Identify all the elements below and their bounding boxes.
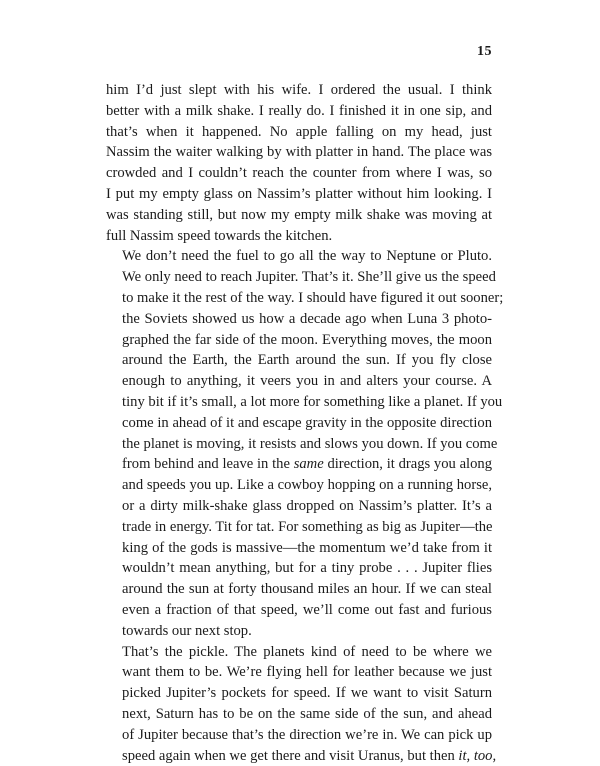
text-line [106, 621, 492, 642]
text-line [106, 642, 492, 663]
text-line [106, 101, 492, 122]
text-run: was standing still, but now my empty milk shake was moving at [106, 207, 492, 223]
text-line [106, 392, 492, 413]
text-run: We don’t need the fuel to go all the way to Neptune or Pluto. [122, 248, 492, 264]
text-run: the Soviets showed us how a decade ago when Luna 3 photo- [122, 311, 492, 327]
text-line [106, 350, 492, 371]
paragraph [106, 80, 492, 246]
text-line [106, 454, 492, 475]
text-line [106, 496, 492, 517]
text-line [106, 600, 492, 621]
text-run: him I’d just slept with his wife. I ordered the usual. I think [106, 82, 492, 98]
text-line [106, 704, 492, 725]
text-line [106, 122, 492, 143]
text-run: That’s the pickle. The planets kind of need to be where we [122, 644, 492, 660]
text-run: of Jupiter because that’s the direction we’re in. We can pick up [122, 727, 492, 743]
text-line [106, 517, 492, 538]
text-line [106, 725, 492, 746]
page-number: 15 [477, 44, 492, 60]
text-run: We only need to reach Jupiter. That’s it. She’ll give us the speed [122, 269, 496, 285]
text-line [106, 475, 492, 496]
text-run: next, Saturn has to be on the same side of the sun, and ahead [122, 706, 492, 722]
text-run: and speeds you up. Like a cowboy hopping on a running horse, [122, 477, 492, 493]
text-run: want them to be. We’re flying hell for leather because we just [122, 664, 492, 680]
body-text [106, 80, 492, 766]
text-line [106, 226, 492, 247]
text-line [106, 184, 492, 205]
text-run: direction, it drags you along [324, 456, 492, 472]
text-line [106, 142, 492, 163]
text-run: towards our next stop. [122, 623, 252, 639]
text-run: I put my empty glass on Nassim’s platter without him looking. I [106, 186, 492, 202]
text-run: wouldn’t mean anything, but for a tiny probe . . . Jupiter flies [122, 560, 492, 576]
text-run: better with a milk shake. I really do. I finished it in one sip, and [106, 103, 492, 119]
italic-text: it, too, [458, 748, 496, 764]
text-run: graphed the far side of the moon. Everything moves, the moon [122, 332, 492, 348]
text-run: enough to anything, it veers you in and alters your course. A [122, 373, 492, 389]
text-line [106, 288, 492, 309]
text-run: around the Earth, the Earth around the sun. If you fly close [122, 352, 492, 368]
text-run: that’s when it happened. No apple falling on my head, just [106, 124, 492, 140]
text-line [106, 538, 492, 559]
text-run: Nassim the waiter walking by with platter in hand. The place was [106, 144, 492, 160]
text-run: to make it the rest of the way. I should have figured it out sooner; [122, 290, 503, 306]
text-line [106, 662, 492, 683]
text-line [106, 413, 492, 434]
text-line [106, 579, 492, 600]
text-line [106, 205, 492, 226]
text-run: picked Jupiter’s pockets for speed. If we want to visit Saturn [122, 685, 492, 701]
text-line [106, 246, 492, 267]
text-run: the planet is moving, it resists and slows you down. If you come [122, 436, 497, 452]
text-line [106, 371, 492, 392]
paragraph [106, 246, 492, 641]
text-line [106, 746, 492, 766]
italic-text: same [294, 456, 324, 472]
text-line [106, 309, 492, 330]
text-run: or a dirty milk-shake glass dropped on Nassim’s platter. It’s a [122, 498, 492, 514]
text-run: king of the gods is massive—the momentum we’d take from it [122, 540, 492, 556]
text-run: from behind and leave in the [122, 456, 294, 472]
text-line [106, 267, 492, 288]
text-run: come in ahead of it and escape gravity in the opposite direction [122, 415, 492, 431]
text-run: crowded and I couldn’t reach the counter from where I was, so [106, 165, 492, 181]
paragraph [106, 642, 492, 766]
text-line [106, 163, 492, 184]
text-run: tiny bit if it’s small, a lot more for something like a planet. If you [122, 394, 502, 410]
text-run: trade in energy. Tit for tat. For something as big as Jupiter—the [122, 519, 492, 535]
text-run: around the sun at forty thousand miles an hour. If we can steal [122, 581, 492, 597]
text-run: even a fraction of that speed, we’ll come out fast and furious [122, 602, 492, 618]
text-run: full Nassim speed towards the kitchen. [106, 228, 332, 244]
text-line [106, 683, 492, 704]
text-line [106, 80, 492, 101]
text-line [106, 434, 492, 455]
text-run: speed again when we get there and visit Uranus, but then [122, 748, 458, 764]
text-line [106, 558, 492, 579]
text-line [106, 330, 492, 351]
